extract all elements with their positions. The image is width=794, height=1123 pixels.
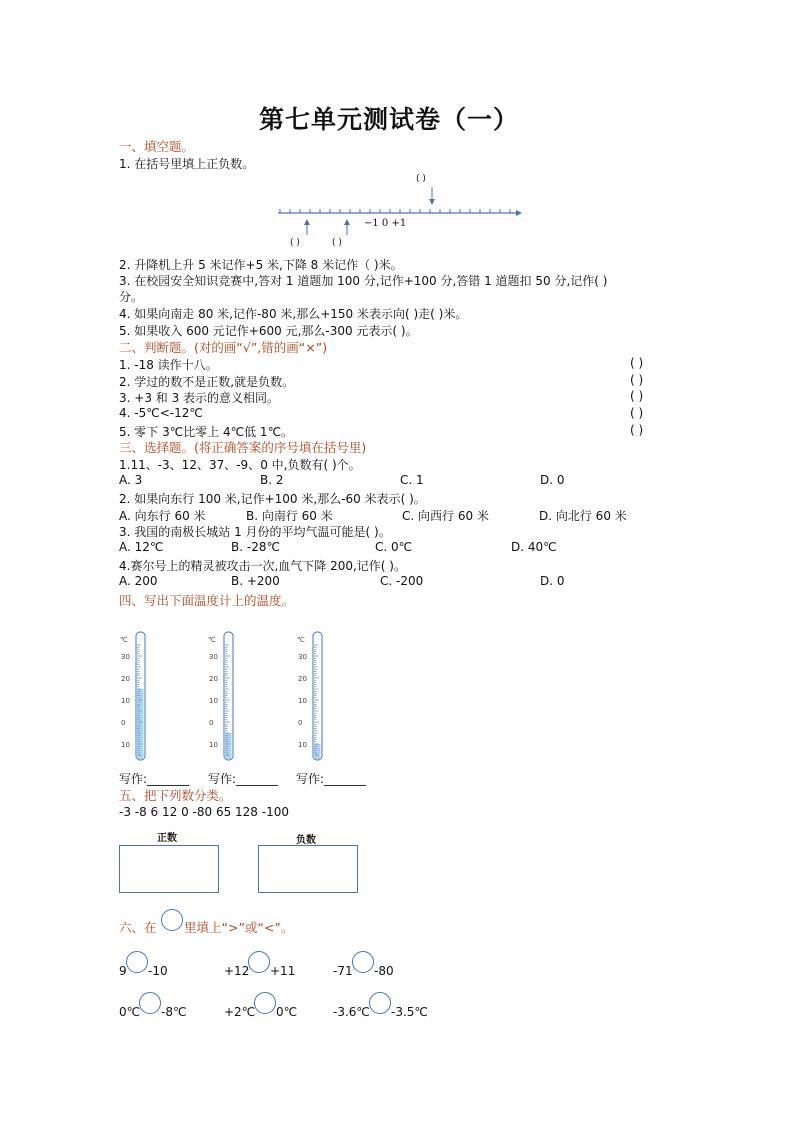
section-thermometer-heading: 四、写出下面温度计上的温度。 <box>119 593 295 608</box>
choice-2-option-c: C. 向西行 60 米 <box>402 509 489 523</box>
thermometer-scale-label: 10 <box>298 741 307 749</box>
judge-answer-paren[interactable]: ( ) <box>630 423 644 437</box>
section-judge-heading: 二、判断题。(对的画“√”,错的画“×”) <box>119 340 328 355</box>
compare-left-value: 0℃ <box>119 1005 141 1019</box>
compare-answer-circle[interactable] <box>139 992 161 1014</box>
thermometer-scale-label: 30 <box>209 653 218 661</box>
compare-right-value: -80 <box>374 964 394 978</box>
compare-left-value: 9 <box>119 964 127 978</box>
fill-question-4: 4. 如果向南走 80 米,记作-80 米,那么+150 米表示向( )走( )米。 <box>119 307 468 321</box>
compare-answer-circle[interactable] <box>352 951 374 973</box>
compare-left-value: +12 <box>224 964 250 978</box>
choice-2-option-a: A. 向东行 60 米 <box>119 509 206 523</box>
thermometer-scale-label: 10 <box>209 697 218 705</box>
fill-question-5: 5. 如果收入 600 元记作+600 元,那么-300 元表示( )。 <box>119 324 418 338</box>
thermometer-scale-label: 20 <box>209 675 218 683</box>
choice-3-option-b: B. -28℃ <box>231 540 280 554</box>
thermometer-scale-label: 0 <box>298 719 303 727</box>
thermometer-scale-label: 30 <box>121 653 130 661</box>
choice-1-option-d: D. 0 <box>540 473 565 487</box>
thermometer-scale-label: 10 <box>121 741 130 749</box>
page-title: 第七单元测试卷（一） <box>259 105 520 134</box>
numberline-labels: −1 0 +1 <box>364 218 407 229</box>
negative-box-label: 负数 <box>296 835 316 846</box>
positive-answer-box <box>119 845 219 893</box>
choice-question-3: 3. 我国的南极长城站 1 月份的平均气温可能是( )。 <box>119 525 391 539</box>
compare-right-value: -8℃ <box>161 1005 187 1019</box>
choice-question-4: 4.赛尔号上的精灵被攻击一次,血气下降 200,记作( )。 <box>119 559 406 573</box>
compare-answer-circle[interactable] <box>369 992 391 1014</box>
judge-answer-paren[interactable]: ( ) <box>630 406 644 420</box>
compare-right-value: -3.5℃ <box>391 1005 428 1019</box>
fill-question-3-cont: 分。 <box>119 290 144 304</box>
positive-box-label: 正数 <box>157 833 177 844</box>
fill-question-2: 2. 升降机上升 5 米记作+5 米,下降 8 米记作（ )米。 <box>119 258 403 272</box>
choice-question-2: 2. 如果向东行 100 米,记作+100 米,那么-60 米表示( )。 <box>119 492 426 506</box>
thermometer-answer-3: 写作:_______ <box>296 772 367 786</box>
thermometer-scale-label: 20 <box>121 675 130 683</box>
choice-1-option-a: A. 3 <box>119 473 143 487</box>
thermometer-answer-1: 写作:_______ <box>119 772 190 786</box>
thermometer <box>295 628 335 768</box>
thermometer <box>118 628 158 768</box>
thermometer-scale-label: 10 <box>298 697 307 705</box>
classify-numbers: -3 -8 6 12 0 -80 65 128 -100 <box>119 805 289 819</box>
choice-3-option-a: A. 12℃ <box>119 540 164 554</box>
judge-item: 1. -18 读作十八。 <box>119 358 218 372</box>
fill-question-3: 3. 在校园安全知识竞赛中,答对 1 道题加 100 分,记作+100 分,答错 1 道题扣 50 分,记作( ) <box>119 274 608 288</box>
section-compare-heading-start: 六、在 <box>119 920 157 935</box>
judge-item: 2. 学过的数不是正数,就是负数。 <box>119 375 295 389</box>
thermometer-scale-label: 30 <box>298 653 307 661</box>
compare-answer-circle[interactable] <box>248 951 270 973</box>
compare-right-value: -10 <box>148 964 168 978</box>
thermometer-scale-label: 0 <box>209 719 214 727</box>
choice-4-option-c: C. -200 <box>380 574 424 588</box>
judge-item: 3. +3 和 3 表示的意义相同。 <box>119 391 280 405</box>
compare-answer-circle[interactable] <box>126 951 148 973</box>
choice-3-option-c: C. 0℃ <box>375 540 413 554</box>
numberline-bottom-paren-2: ( ) <box>332 238 342 248</box>
choice-question-1: 1.11、-3、12、37、-9、0 中,负数有( )个。 <box>119 458 361 472</box>
section-fill-in-heading: 一、填空题。 <box>119 139 195 154</box>
section-classify-heading: 五、把下列数分类。 <box>119 788 232 803</box>
fill-question-1: 1. 在括号里填上正负数。 <box>119 157 255 171</box>
compare-right-value: +11 <box>270 964 296 978</box>
judge-answer-paren[interactable]: ( ) <box>630 356 644 370</box>
choice-3-option-d: D. 40℃ <box>511 540 557 554</box>
thermometer-unit: ℃ <box>208 636 216 644</box>
negative-answer-box <box>258 845 358 893</box>
choice-2-option-b: B. 向南行 60 米 <box>246 509 333 523</box>
thermometer-scale-label: 10 <box>209 741 218 749</box>
thermometer-scale-label: 0 <box>121 719 126 727</box>
compare-left-value: -3.6℃ <box>333 1005 370 1019</box>
choice-4-option-b: B. +200 <box>231 574 280 588</box>
judge-answer-paren[interactable]: ( ) <box>630 389 644 403</box>
thermometer-tube <box>313 632 322 760</box>
choice-1-option-c: C. 1 <box>400 473 424 487</box>
thermometer-scale-label: 20 <box>298 675 307 683</box>
thermometer-answer-2: 写作:_______ <box>208 772 279 786</box>
section-choice-heading: 三、选择题。(将正确答案的序号填在括号里) <box>119 440 367 455</box>
judge-item: 5. 零下 3℃比零上 4℃低 1℃。 <box>119 425 294 439</box>
numberline-bottom-paren-1: ( ) <box>290 238 300 248</box>
thermometer-unit: ℃ <box>297 636 305 644</box>
judge-answer-paren[interactable]: ( ) <box>630 373 644 387</box>
compare-left-value: -71 <box>333 964 353 978</box>
choice-4-option-d: D. 0 <box>540 574 565 588</box>
compare-circle-icon <box>161 909 183 931</box>
section-compare-heading-end: 里填上“>”或“<”。 <box>184 920 294 935</box>
thermometer <box>206 628 246 768</box>
compare-answer-circle[interactable] <box>254 992 276 1014</box>
choice-1-option-b: B. 2 <box>260 473 284 487</box>
judge-item: 4. -5℃<-12℃ <box>119 406 203 420</box>
thermometer-scale-label: 10 <box>121 697 130 705</box>
thermometer-unit: ℃ <box>120 636 128 644</box>
compare-left-value: +2℃ <box>224 1005 256 1019</box>
choice-2-option-d: D. 向北行 60 米 <box>539 509 627 523</box>
numberline-top-paren: ( ) <box>416 174 426 184</box>
compare-right-value: 0℃ <box>276 1005 298 1019</box>
choice-4-option-a: A. 200 <box>119 574 158 588</box>
